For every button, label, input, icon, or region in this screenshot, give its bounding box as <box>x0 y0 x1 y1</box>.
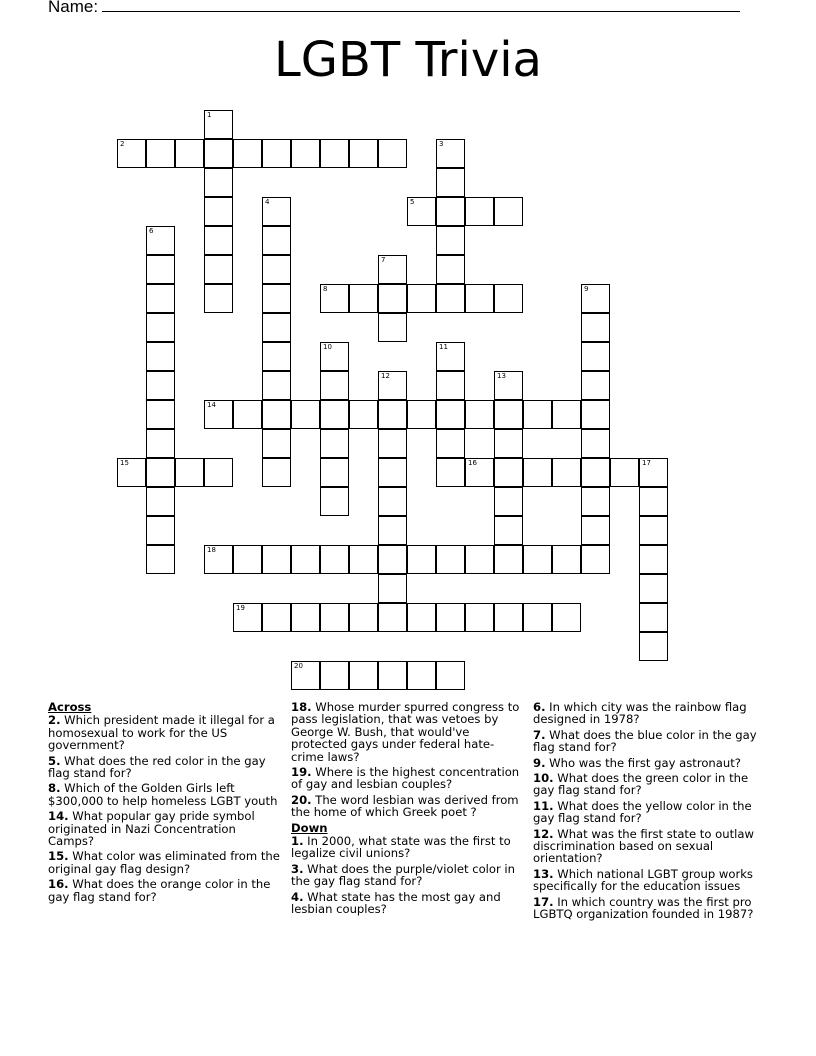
grid-cell[interactable] <box>581 284 610 313</box>
clue-down-13: 13. Which national LGBT group works specifically for the education issues <box>533 866 753 894</box>
grid-cell[interactable] <box>291 661 320 690</box>
grid-cell[interactable] <box>436 603 465 632</box>
name-underline[interactable] <box>102 0 740 12</box>
grid-cell[interactable] <box>349 139 378 168</box>
grid-cell[interactable] <box>117 139 146 168</box>
clue-down-7: 7. What does the blue color in the gay flag stand for? <box>533 727 757 755</box>
grid-cell[interactable] <box>146 400 175 429</box>
grid-cell[interactable] <box>146 139 175 168</box>
grid-cell[interactable] <box>349 603 378 632</box>
clue-number: 8 <box>323 285 328 293</box>
clue-down-1: 1. In 2000, what state was the first to legalize civil unions? <box>291 834 511 861</box>
grid-cell[interactable] <box>349 661 378 690</box>
grid-cell[interactable] <box>436 342 465 371</box>
clue-across-14: 14. What popular gay pride symbol originated in Nazi Concentration Camps? <box>48 809 255 849</box>
grid-cell[interactable] <box>262 226 291 255</box>
grid-cell[interactable] <box>523 545 552 574</box>
grid-cell[interactable] <box>494 429 523 458</box>
grid-cell[interactable] <box>320 458 349 487</box>
clue-number: 7 <box>381 256 386 264</box>
grid-cell[interactable] <box>407 603 436 632</box>
grid-cell[interactable] <box>320 400 349 429</box>
grid-cell[interactable] <box>378 661 407 690</box>
grid-cell[interactable] <box>146 284 175 313</box>
grid-cell[interactable] <box>581 313 610 342</box>
grid-cell[interactable] <box>552 400 581 429</box>
grid-cell[interactable] <box>262 371 291 400</box>
grid-cell[interactable] <box>320 371 349 400</box>
clue-number: 15 <box>120 459 129 467</box>
grid-cell[interactable] <box>407 545 436 574</box>
grid-cell[interactable] <box>465 545 494 574</box>
name-label: Name: <box>48 0 99 16</box>
grid-cell[interactable] <box>436 197 465 226</box>
grid-cell[interactable] <box>436 226 465 255</box>
grid-cell[interactable] <box>378 429 407 458</box>
page-title: LGBT Trivia <box>274 32 542 88</box>
grid-cell[interactable] <box>465 197 494 226</box>
grid-cell[interactable] <box>233 603 262 632</box>
grid-cell[interactable] <box>378 574 407 603</box>
clues-column-3 <box>533 701 769 924</box>
clue-down-4: 4. What state has the most gay and lesbian couples? <box>291 889 501 917</box>
grid-cell[interactable] <box>291 400 320 429</box>
clue-down-12: 12. What was the first state to outlaw discrimination based on sexual orientation? <box>533 826 754 866</box>
clue-down-11: 11. What does the yellow color in the gay flag stand for? <box>533 798 752 826</box>
grid-cell[interactable] <box>320 342 349 371</box>
clue-across-20: 20. The word lesbian was derived from the home of which Greek poet ? <box>291 792 519 820</box>
grid-cell[interactable] <box>349 545 378 574</box>
grid-cell[interactable] <box>204 284 233 313</box>
grid-cell[interactable] <box>436 661 465 690</box>
grid-cell[interactable] <box>581 342 610 371</box>
grid-cell[interactable] <box>320 603 349 632</box>
clue-number: 3 <box>439 140 444 148</box>
grid-cell[interactable] <box>262 313 291 342</box>
grid-cell[interactable] <box>407 284 436 313</box>
grid-cell[interactable] <box>146 255 175 284</box>
grid-cell[interactable] <box>146 313 175 342</box>
grid-cell[interactable] <box>494 284 523 313</box>
grid-cell[interactable] <box>262 255 291 284</box>
grid-cell[interactable] <box>291 545 320 574</box>
clue-down-6: 6. In which city was the rainbow flag designed in 1978? <box>533 700 747 727</box>
grid-cell[interactable] <box>320 139 349 168</box>
grid-cell[interactable] <box>494 197 523 226</box>
clue-across-16: 16. What does the orange color in the gay flag stand for? <box>48 877 271 904</box>
grid-cell[interactable] <box>436 429 465 458</box>
grid-cell[interactable] <box>320 429 349 458</box>
grid-cell[interactable] <box>204 400 233 429</box>
grid-cell[interactable] <box>436 168 465 197</box>
grid-cell[interactable] <box>494 603 523 632</box>
grid-cell[interactable] <box>320 284 349 313</box>
grid-cell[interactable] <box>262 400 291 429</box>
grid-cell[interactable] <box>639 603 668 632</box>
grid-cell[interactable] <box>494 516 523 545</box>
grid-cell[interactable] <box>117 458 146 487</box>
grid-cell[interactable] <box>581 458 610 487</box>
clue-number: 20 <box>294 662 303 670</box>
down-heading: Down <box>291 820 328 835</box>
clue-number: 17 <box>642 459 651 467</box>
grid-cell[interactable] <box>262 545 291 574</box>
grid-cell[interactable] <box>146 342 175 371</box>
grid-cell[interactable] <box>639 458 668 487</box>
grid-cell[interactable] <box>465 400 494 429</box>
grid-cell[interactable] <box>262 139 291 168</box>
grid-cell[interactable] <box>349 400 378 429</box>
clue-number: 19 <box>236 604 245 612</box>
grid-cell[interactable] <box>436 139 465 168</box>
grid-cell[interactable] <box>523 458 552 487</box>
name-field[interactable] <box>48 0 740 17</box>
grid-cell[interactable] <box>378 255 407 284</box>
grid-cell[interactable] <box>320 487 349 516</box>
grid-cell[interactable] <box>465 458 494 487</box>
clues-column-2 <box>291 701 527 919</box>
grid-cell[interactable] <box>146 226 175 255</box>
grid-cell[interactable] <box>639 574 668 603</box>
clue-down-9: 9. Who was the first gay astronaut? <box>533 755 741 770</box>
grid-cell[interactable] <box>262 284 291 313</box>
clue-across-18: 18. Whose murder spurred congress to pass legislation, that was vetoes by George W. Bush, that would've protected gays under federal hate-crime laws? <box>291 700 520 764</box>
grid-cell[interactable] <box>146 429 175 458</box>
grid-cell[interactable] <box>378 487 407 516</box>
grid-cell[interactable] <box>378 284 407 313</box>
clue-across-19: 19. Where is the highest concentration of gay and lesbian couples? <box>291 765 520 792</box>
clue-number: 12 <box>381 372 390 380</box>
clue-across-8: 8. Which of the Golden Girls left $300,000 to help homeless LGBT youth <box>48 781 278 808</box>
clue-across-15: 15. What color was eliminated from the original gay flag design? <box>48 849 280 876</box>
clue-number: 18 <box>207 546 216 554</box>
grid-cell[interactable] <box>204 168 233 197</box>
grid-cell[interactable] <box>378 313 407 342</box>
grid-cell[interactable] <box>494 371 523 400</box>
grid-cell[interactable] <box>262 342 291 371</box>
grid-cell[interactable] <box>204 545 233 574</box>
grid-cell[interactable] <box>494 545 523 574</box>
grid-cell[interactable] <box>262 197 291 226</box>
grid-cell[interactable] <box>581 516 610 545</box>
grid-cell[interactable] <box>639 632 668 661</box>
grid-cell[interactable] <box>407 197 436 226</box>
grid-cell[interactable] <box>523 400 552 429</box>
grid-cell[interactable] <box>175 458 204 487</box>
grid-cell[interactable] <box>436 545 465 574</box>
grid-cell[interactable] <box>436 371 465 400</box>
grid-cell[interactable] <box>291 603 320 632</box>
clue-number: 2 <box>120 140 125 148</box>
grid-cell[interactable] <box>233 400 262 429</box>
grid-cell[interactable] <box>204 226 233 255</box>
grid-cell[interactable] <box>494 458 523 487</box>
clue-down-10: 10. What does the green color in the gay flag stand for? <box>533 771 749 798</box>
clue-number: 14 <box>207 401 216 409</box>
grid-cell[interactable] <box>378 371 407 400</box>
clue-number: 16 <box>468 459 477 467</box>
grid-cell[interactable] <box>436 284 465 313</box>
grid-cell[interactable] <box>204 458 233 487</box>
grid-cell[interactable] <box>581 400 610 429</box>
grid-cell[interactable] <box>320 545 349 574</box>
clue-number: 9 <box>584 285 589 293</box>
grid-cell[interactable] <box>465 284 494 313</box>
clue-across-2: 2. Which president made it illegal for a homosexual to work for the US government? <box>48 713 275 753</box>
grid-cell[interactable] <box>204 255 233 284</box>
clues-column-1 <box>48 701 283 906</box>
grid-cell[interactable] <box>494 487 523 516</box>
grid-cell[interactable] <box>175 139 204 168</box>
clue-number: 4 <box>265 198 270 206</box>
grid-cell[interactable] <box>639 516 668 545</box>
grid-cell[interactable] <box>378 516 407 545</box>
grid-cell[interactable] <box>204 110 233 139</box>
grid-cell[interactable] <box>378 603 407 632</box>
grid-cell[interactable] <box>552 458 581 487</box>
clue-number: 10 <box>323 343 332 351</box>
grid-cell[interactable] <box>494 400 523 429</box>
grid-cell[interactable] <box>349 284 378 313</box>
grid-cell[interactable] <box>639 487 668 516</box>
grid-cell[interactable] <box>581 371 610 400</box>
across-heading: Across <box>48 700 92 714</box>
grid-cell[interactable] <box>581 429 610 458</box>
grid-cell[interactable] <box>146 487 175 516</box>
grid-cell[interactable] <box>639 545 668 574</box>
grid-cell[interactable] <box>233 545 262 574</box>
grid-cell[interactable] <box>610 458 639 487</box>
grid-cell[interactable] <box>204 197 233 226</box>
clue-across-5: 5. What does the red color in the gay flag stand for? <box>48 753 266 781</box>
grid-cell[interactable] <box>378 545 407 574</box>
clue-number: 6 <box>149 227 154 235</box>
clue-number: 13 <box>497 372 506 380</box>
grid-cell[interactable] <box>146 458 175 487</box>
clue-number: 5 <box>410 198 415 206</box>
grid-cell[interactable] <box>407 661 436 690</box>
grid-cell[interactable] <box>262 458 291 487</box>
grid-cell[interactable] <box>262 429 291 458</box>
grid-cell[interactable] <box>407 400 436 429</box>
grid-cell[interactable] <box>291 139 320 168</box>
grid-cell[interactable] <box>523 603 552 632</box>
grid-cell[interactable] <box>146 545 175 574</box>
grid-cell[interactable] <box>552 545 581 574</box>
grid-cell[interactable] <box>581 487 610 516</box>
clue-number: 1 <box>207 111 212 119</box>
grid-cell[interactable] <box>436 255 465 284</box>
grid-cell[interactable] <box>378 139 407 168</box>
grid-cell[interactable] <box>320 661 349 690</box>
clue-number: 11 <box>439 343 448 351</box>
grid-cell[interactable] <box>436 458 465 487</box>
grid-cell[interactable] <box>552 603 581 632</box>
grid-cell[interactable] <box>233 139 262 168</box>
grid-cell[interactable] <box>378 400 407 429</box>
grid-cell[interactable] <box>146 371 175 400</box>
grid-cell[interactable] <box>436 400 465 429</box>
grid-cell[interactable] <box>262 603 291 632</box>
clue-down-17: 17. In which country was the first pro LGBTQ organization founded in 1987? <box>533 894 754 922</box>
grid-cell[interactable] <box>465 603 494 632</box>
clue-down-3: 3. What does the purple/violet color in the gay flag stand for? <box>291 861 515 889</box>
grid-cell[interactable] <box>378 458 407 487</box>
grid-cell[interactable] <box>146 516 175 545</box>
grid-cell[interactable] <box>204 139 233 168</box>
grid-cell[interactable] <box>581 545 610 574</box>
